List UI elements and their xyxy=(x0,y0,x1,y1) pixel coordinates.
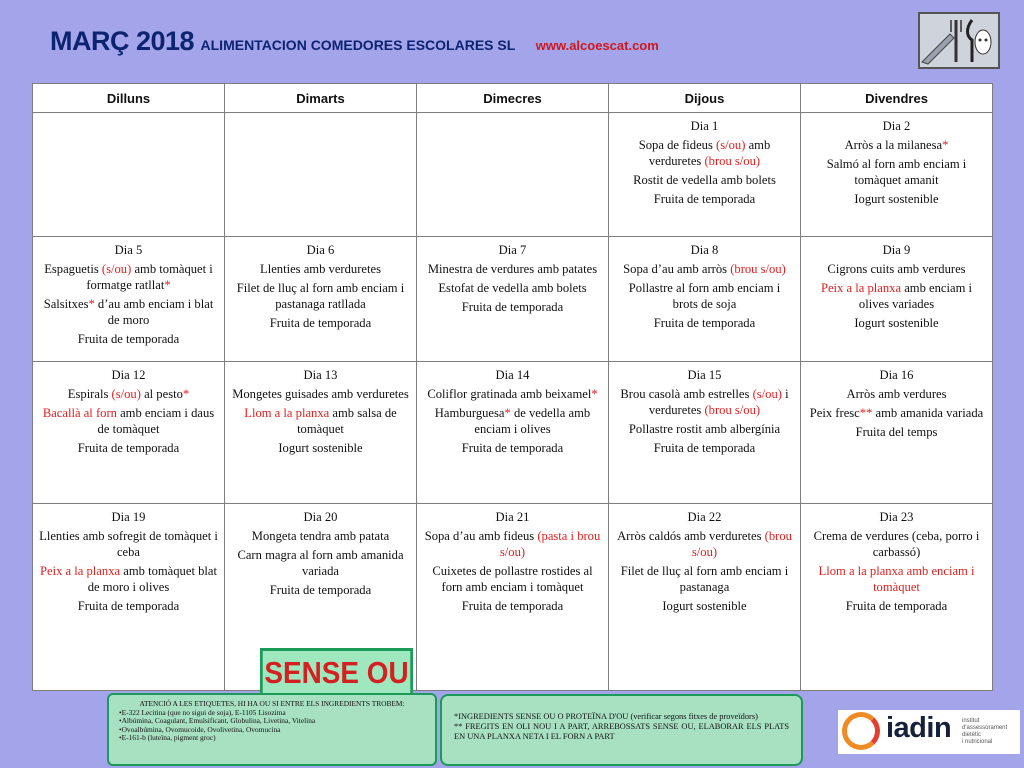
day-number xyxy=(39,242,218,258)
dish-line xyxy=(39,386,218,402)
dish-text: amb amanida variada xyxy=(872,406,984,420)
dish-line xyxy=(231,582,410,598)
dish-text: Peix fresc xyxy=(809,406,860,420)
iadin-wordmark: iadin xyxy=(886,712,952,744)
allergen-note: (brou s/ou) xyxy=(730,262,786,276)
egg-warning-box xyxy=(107,693,437,766)
dish-line xyxy=(615,137,794,169)
page-title xyxy=(50,26,659,57)
dish-line xyxy=(615,191,794,207)
allergen-note: (s/ou) xyxy=(101,262,132,276)
day-cell xyxy=(225,113,417,237)
day-number xyxy=(615,509,794,525)
dish-line xyxy=(615,528,794,560)
allergen-note: Peix a la planxa xyxy=(820,281,902,295)
day-number xyxy=(807,118,986,134)
dish-line xyxy=(807,261,986,277)
allergen-note: * xyxy=(164,278,171,292)
dish-text: amb salsa de tomàquet xyxy=(297,406,397,436)
dish-text: Cigrons cuits amb verdures xyxy=(827,262,966,276)
dish-text: Fruita de temporada xyxy=(269,316,372,330)
egg-warning-item: •Albúmina, Coagulant, Emulsificant, Globulina, Livetina, Vitelina xyxy=(119,716,316,725)
menu-body xyxy=(33,113,993,691)
dish-line xyxy=(231,405,410,437)
dish-text: Arròs caldós amb verduretes xyxy=(617,529,765,543)
dish-line xyxy=(807,528,986,560)
dish-text: Fruita de temporada xyxy=(461,441,564,455)
allergen-note: * xyxy=(88,297,95,311)
weekday-header-row xyxy=(33,84,993,113)
dish-text: Dia 16 xyxy=(879,368,914,382)
allergen-note: Llom a la planxa xyxy=(244,406,330,420)
dish-text: amb enciam i olives variades xyxy=(858,281,973,311)
sense-ou-label: SENSE OU xyxy=(260,648,413,698)
allergen-note: (s/ou) xyxy=(752,387,782,401)
dish-text: Dia 15 xyxy=(687,368,722,382)
day-cell xyxy=(801,237,993,362)
weekday-header: Dimarts xyxy=(225,84,417,113)
day-cell xyxy=(417,504,609,691)
dish-line xyxy=(39,440,218,456)
dish-line xyxy=(231,280,410,312)
dish-text: Fruita de temporada xyxy=(653,441,756,455)
dish-text: i verduretes xyxy=(648,387,789,417)
day-number xyxy=(615,367,794,383)
day-cell xyxy=(33,113,225,237)
dish-text: Dia 2 xyxy=(882,119,911,133)
dish-text: Fruita de temporada xyxy=(269,583,372,597)
dish-line xyxy=(423,405,602,437)
dish-text: Sopa d’au amb fideus xyxy=(424,529,538,543)
dish-line xyxy=(423,280,602,296)
dish-text: Espaguetis xyxy=(44,262,102,276)
allergen-note: Bacallà al forn xyxy=(42,406,117,420)
day-cell xyxy=(225,362,417,504)
day-number xyxy=(423,242,602,258)
dish-line xyxy=(231,440,410,456)
dish-text: Filet de lluç al forn amb enciam i pastanaga xyxy=(620,564,789,594)
dish-line xyxy=(423,528,602,560)
dish-text: Espirals xyxy=(67,387,112,401)
allergen-note: * xyxy=(182,387,190,401)
dish-text: Hamburguesa xyxy=(434,406,505,420)
dish-line xyxy=(423,386,602,402)
dish-text: Iogurt sostenible xyxy=(854,192,939,206)
dish-text: Dia 21 xyxy=(495,510,530,524)
dish-line xyxy=(807,315,986,331)
iadin-circle-icon xyxy=(842,712,880,750)
dish-text: amb verduretes xyxy=(648,138,771,168)
day-number xyxy=(231,509,410,525)
dish-line xyxy=(807,137,986,153)
day-number xyxy=(807,367,986,383)
dish-text: Dia 22 xyxy=(687,510,722,524)
dish-line xyxy=(423,261,602,277)
dish-line xyxy=(807,191,986,207)
day-cell xyxy=(33,237,225,362)
dish-line xyxy=(807,386,986,402)
allergen-note: (brou s/ou) xyxy=(704,403,761,417)
dish-line xyxy=(423,440,602,456)
dish-text: Sopa de fideus xyxy=(638,138,717,152)
weekday-header: Dijous xyxy=(609,84,801,113)
week-row xyxy=(33,362,993,504)
allergen-note: (brou s/ou) xyxy=(691,529,792,559)
allergen-note: * xyxy=(504,406,511,420)
day-cell xyxy=(801,504,993,691)
dish-text: Dia 13 xyxy=(303,368,338,382)
cutlery-logo-icon xyxy=(918,12,1000,69)
dish-line xyxy=(231,386,410,402)
allergen-note: * xyxy=(591,387,598,401)
allergen-note: Peix a la planxa xyxy=(40,564,121,578)
legend-box xyxy=(440,694,803,766)
dish-text: Fruita del temps xyxy=(855,425,938,439)
dish-text: Fruita de temporada xyxy=(845,599,948,613)
dish-text: al pesto xyxy=(140,387,183,401)
dish-line xyxy=(231,528,410,544)
dish-line xyxy=(615,261,794,277)
allergen-note: * xyxy=(942,138,949,152)
dish-line xyxy=(231,315,410,331)
day-number xyxy=(39,509,218,525)
dish-line xyxy=(615,440,794,456)
dish-line xyxy=(39,598,218,614)
dish-line xyxy=(423,598,602,614)
dish-text: Dia 23 xyxy=(879,510,914,524)
dish-text: Fruita de temporada xyxy=(653,192,756,206)
dish-text: Cuixetes de pollastre rostides al forn amb enciam i tomàquet xyxy=(432,564,593,594)
dish-line xyxy=(39,331,218,347)
day-number xyxy=(423,509,602,525)
dish-text: de vedella amb enciam i olives xyxy=(474,406,591,436)
legend-double-asterisk: ** FREGITS EN OLI NOU I A PART, ARREBOSSATS SENSE OU, ELABORAR ELS PLATS EN UNA PLANXA NETA I EL FORN A PART xyxy=(454,722,789,741)
dish-text: Fruita de temporada xyxy=(77,441,180,455)
dish-text: Estofat de vedella amb bolets xyxy=(438,281,587,295)
day-cell xyxy=(609,362,801,504)
dish-text: Pollastre al forn amb enciam i brots de soja xyxy=(628,281,781,311)
day-cell xyxy=(801,362,993,504)
dish-text: Arròs a la milanesa xyxy=(844,138,943,152)
dish-text: Dia 20 xyxy=(303,510,338,524)
day-cell xyxy=(609,237,801,362)
allergen-note: (brou s/ou) xyxy=(704,154,761,168)
dish-line xyxy=(615,563,794,595)
allergen-note: (pasta i brou s/ou) xyxy=(499,529,601,559)
weekday-header: Divendres xyxy=(801,84,993,113)
dish-text: Fruita de temporada xyxy=(461,599,564,613)
week-row xyxy=(33,113,993,237)
allergen-note: (s/ou) xyxy=(716,138,746,152)
day-cell xyxy=(225,237,417,362)
dish-text: Dia 8 xyxy=(690,243,719,257)
title-sub: ALIMENTACION COMEDORES ESCOLARES SL xyxy=(200,37,516,53)
dish-text: Llenties amb verduretes xyxy=(260,262,381,276)
dish-text: Mongetes guisades amb verduretes xyxy=(232,387,409,401)
allergen-note: (s/ou) xyxy=(111,387,141,401)
dish-text: d’au amb enciam i blat de moro xyxy=(94,297,214,327)
dish-text: Coliflor gratinada amb beixamel xyxy=(427,387,592,401)
day-cell xyxy=(417,113,609,237)
dish-text: Dia 9 xyxy=(882,243,911,257)
dish-line xyxy=(807,280,986,312)
allergen-note: Llom a la planxa amb enciam i tomàquet xyxy=(818,564,975,594)
dish-line xyxy=(807,598,986,614)
day-cell xyxy=(33,504,225,691)
day-number xyxy=(423,367,602,383)
dish-line xyxy=(615,172,794,188)
dish-line xyxy=(39,405,218,437)
iadin-tagline: institut d'assessorament dietètic i nutricional xyxy=(962,718,1008,745)
egg-warning-heading: ATENCIÓ A LES ETIQUETES, HI HA OU SI ENTRE ELS INGREDIENTS TROBEM: xyxy=(139,699,405,708)
day-number xyxy=(615,118,794,134)
dish-line xyxy=(615,280,794,312)
day-number xyxy=(615,242,794,258)
dish-text: Crema de verdures (ceba, porro i carbassó) xyxy=(813,529,980,559)
day-cell xyxy=(33,362,225,504)
dish-line xyxy=(39,528,218,560)
dish-text: Fruita de temporada xyxy=(77,332,180,346)
dish-text: Mongeta tendra amb patata xyxy=(251,529,390,543)
dish-text: Salsitxes xyxy=(43,297,89,311)
dish-text: Llenties amb sofregit de tomàquet i ceba xyxy=(39,529,218,559)
dish-text: Iogurt sostenible xyxy=(854,316,939,330)
dish-text: Dia 7 xyxy=(498,243,527,257)
dish-text: amb enciam i daus de tomàquet xyxy=(97,406,215,436)
dish-text: Minestra de verdures amb patates xyxy=(427,262,598,276)
allergen-note: ** xyxy=(859,406,873,420)
day-number xyxy=(807,509,986,525)
dish-text: Salmó al forn amb enciam i tomàquet amanit xyxy=(826,157,967,187)
dish-text: Dia 14 xyxy=(495,368,530,382)
dish-line xyxy=(807,405,986,421)
dish-line xyxy=(615,386,794,418)
dish-line xyxy=(615,421,794,437)
dish-text: Dia 6 xyxy=(306,243,335,257)
weekday-header: Dimecres xyxy=(417,84,609,113)
legend-single-asterisk: *INGREDIENTS SENSE OU O PROTEÏNA D'OU (verificar segons fitxes de proveïdors) xyxy=(454,712,758,721)
day-cell xyxy=(801,113,993,237)
dish-line xyxy=(423,563,602,595)
dish-text: Fruita de temporada xyxy=(653,316,756,330)
dish-text: Arròs amb verdures xyxy=(846,387,947,401)
dish-line xyxy=(807,156,986,188)
dish-line xyxy=(423,299,602,315)
dish-text: Sopa d’au amb arròs xyxy=(623,262,731,276)
egg-warning-item: •E-322 Lecitina (que no sigui de soja), E-1105 Lisozima xyxy=(119,707,286,717)
egg-warning-item: •E-161-b (luteïna, pigment groc) xyxy=(119,733,216,742)
dish-text: Fruita de temporada xyxy=(77,599,180,613)
day-cell xyxy=(417,362,609,504)
dish-text: Filet de lluç al forn amb enciam i pastanaga ratllada xyxy=(236,281,405,311)
day-cell xyxy=(609,113,801,237)
day-cell xyxy=(609,504,801,691)
dish-text: Dia 12 xyxy=(111,368,146,382)
dish-text: Dia 19 xyxy=(111,510,146,524)
dish-line xyxy=(615,598,794,614)
egg-warning-item: •Ovoalbúmina, Ovomucoide, Ovolivetina, Ovomucina xyxy=(119,724,281,734)
dish-text: Dia 1 xyxy=(690,119,719,133)
dish-line xyxy=(39,296,218,328)
dish-text: Iogurt sostenible xyxy=(662,599,747,613)
dish-text: Carn magra al forn amb amanida variada xyxy=(237,548,404,578)
dish-text: Pollastre rostit amb albergínia xyxy=(628,422,781,436)
day-number xyxy=(231,242,410,258)
dish-text: Rostit de vedella amb bolets xyxy=(633,173,776,187)
dish-text: Dia 5 xyxy=(114,243,143,257)
dish-line xyxy=(39,261,218,293)
dish-text: Fruita de temporada xyxy=(461,300,564,314)
iadin-logo xyxy=(838,710,1020,754)
day-cell xyxy=(417,237,609,362)
title-main: MARÇ 2018 xyxy=(50,26,195,56)
dish-line xyxy=(231,547,410,579)
dish-line xyxy=(231,261,410,277)
menu-table xyxy=(32,83,993,691)
day-number xyxy=(39,367,218,383)
dish-line xyxy=(807,424,986,440)
day-number xyxy=(231,367,410,383)
dish-text: amb tomàquet blat de moro i olives xyxy=(87,564,217,594)
dish-text: amb tomàquet i formatge ratllat xyxy=(86,262,213,292)
week-row xyxy=(33,504,993,691)
weekday-header: Dilluns xyxy=(33,84,225,113)
week-row xyxy=(33,237,993,362)
website-link[interactable]: www.alcoescat.com xyxy=(535,38,659,53)
dish-line xyxy=(807,563,986,595)
dish-text: Brou casolà amb estrelles xyxy=(620,387,753,401)
dish-line xyxy=(39,563,218,595)
dish-text: Iogurt sostenible xyxy=(278,441,363,455)
day-number xyxy=(807,242,986,258)
dish-line xyxy=(615,315,794,331)
